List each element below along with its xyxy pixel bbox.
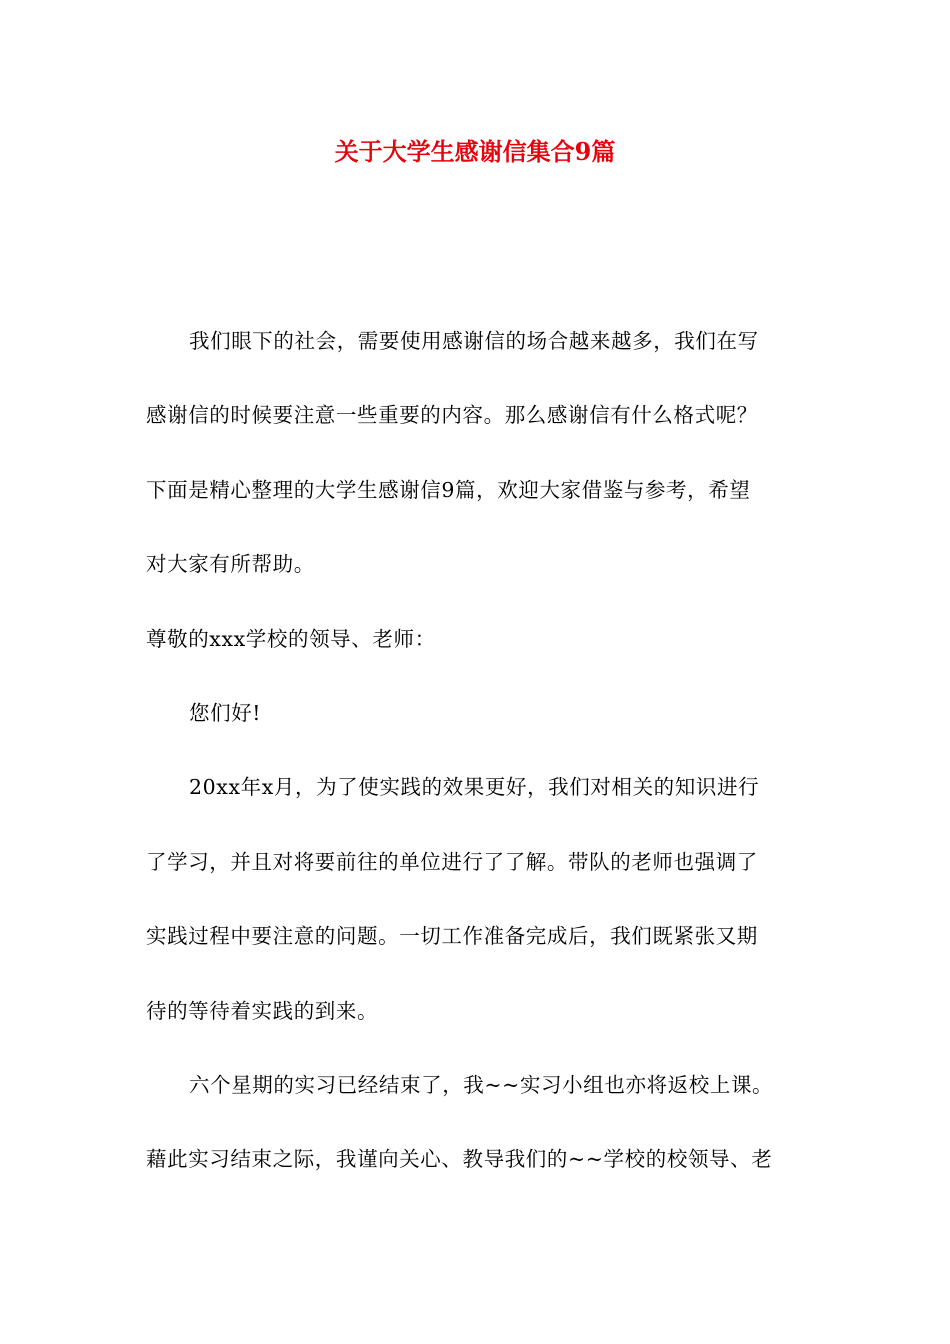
paragraph-line: 藉此实习结束之际，我谨向关心、教导我们的~~学校的校领导、老 <box>146 1147 773 1172</box>
paragraph-line: 20xx年x月，为了使实践的效果更好，我们对相关的知识进行 <box>189 775 760 800</box>
salutation-line: 尊敬的xxx学校的领导、老师： <box>146 626 436 651</box>
document-title: 关于大学生感谢信集合9篇 <box>334 137 616 166</box>
paragraph-line: 下面是精心整理的大学生感谢信9篇，欢迎大家借鉴与参考，希望 <box>146 477 751 502</box>
paragraph-line: 感谢信的时候要注意一些重要的内容。那么感谢信有什么格式呢？ <box>146 403 758 428</box>
paragraph-line: 六个星期的实习已经结束了，我~~实习小组也亦将返校上课。 <box>189 1072 774 1097</box>
greeting-line: 您们好! <box>189 700 262 725</box>
paragraph-line: 对大家有所帮助。 <box>146 552 315 577</box>
paragraph-line: 我们眼下的社会，需要使用感谢信的场合越来越多，我们在写 <box>189 329 759 353</box>
document-body <box>146 316 810 1209</box>
paragraph-line: 实践过程中要注意的问题。一切工作准备完成后，我们既紧张又期 <box>146 924 758 949</box>
paragraph-line: 了学习，并且对将要前往的单位进行了了解。带队的老师也强调了 <box>146 849 758 874</box>
paragraph-line: 待的等待着实践的到来。 <box>146 998 379 1023</box>
